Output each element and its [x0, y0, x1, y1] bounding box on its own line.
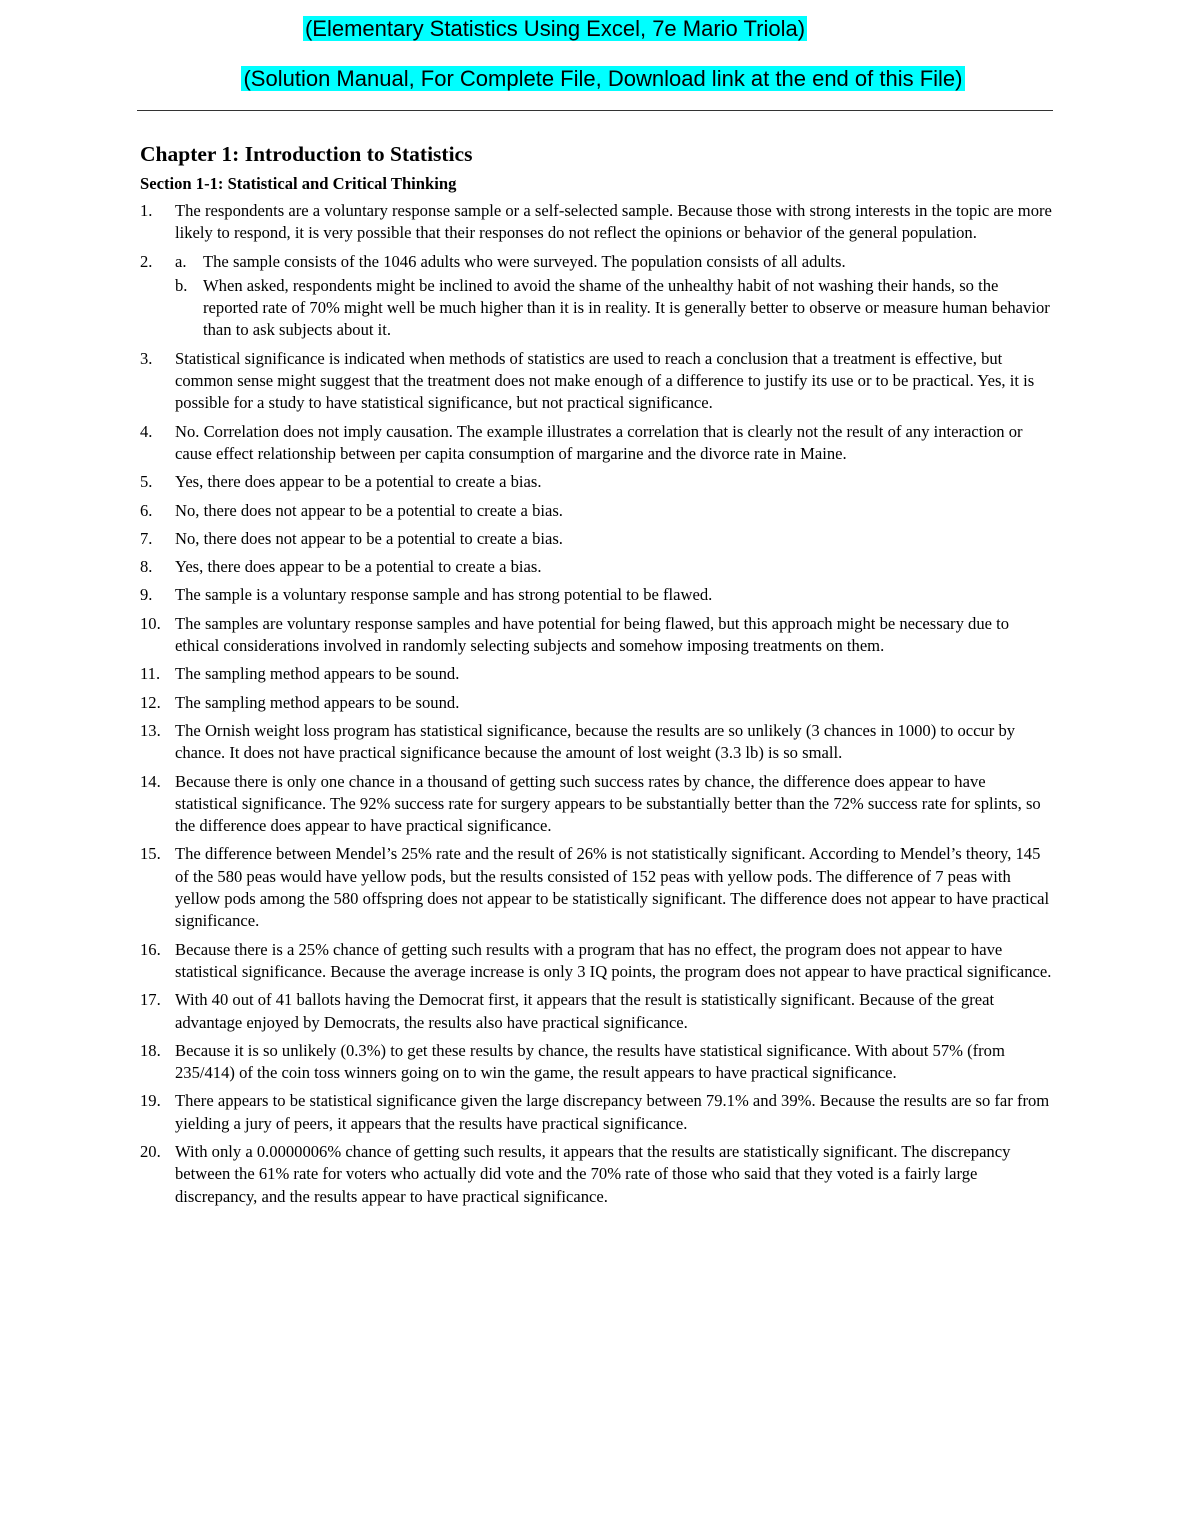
item-number: 14.: [140, 771, 161, 791]
item-number: 11.: [140, 664, 161, 684]
sub-answer: [175, 251, 1052, 273]
item-number: 4.: [140, 421, 153, 441]
answer-text: Yes, there does appear to be a potential to create a bias.: [175, 557, 542, 577]
answer-item: [140, 251, 1052, 342]
banner-download-text: (Solution Manual, For Complete File, Download link at the end of this File): [243, 66, 963, 91]
answer-item: [140, 1141, 1052, 1208]
answer-text: Because there is a 25% chance of getting such results with a program that has no effect, the program does not appear to have statistical significance. Because the average increase is only 3 IQ points, the program does not appear to have practical significance.: [175, 939, 1052, 981]
answer-item: [140, 471, 1052, 493]
answer-item: [140, 584, 1052, 606]
answer-text: Because there is only one chance in a thousand of getting such success rates by chance, the difference does appear to have statistical significance. The 92% success rate for surgery appears to be substantially better than the 72% success rate for splints, so the difference does appear to have practical significance.: [175, 771, 1041, 836]
answer-text: With only a 0.0000006% chance of getting such results, it appears that the results are statistically significant. The discrepancy between the 61% rate for voters who actually did vote and the 70% rate of those who said that they voted is a fairly large discrepancy, and the results appear to have practical significance.: [175, 1141, 1011, 1206]
item-number: 7.: [140, 528, 153, 548]
answer-text: The Ornish weight loss program has statistical significance, because the results are so unlikely (3 chances in 1000) to occur by chance. It does not have practical significance because the amount of lost weight (3.3 lb) is so small.: [175, 720, 1016, 763]
item-number: 10.: [140, 613, 161, 633]
answer-list: [140, 200, 1052, 1208]
answer-item: [140, 500, 1052, 522]
answer-item: [140, 613, 1052, 658]
sub-answer-text: The sample consists of the 1046 adults who were surveyed. The population consists of all adults.: [203, 251, 846, 271]
item-number: 9.: [140, 585, 153, 605]
answer-text: With 40 out of 41 ballots having the Democrat first, it appears that the result is statistically significant. Because of the great advantage enjoyed by Democrats, the results also have practical significance.: [175, 990, 995, 1032]
answer-item: [140, 663, 1052, 685]
answer-text: There appears to be statistical significance given the large discrepancy between 79.1% and 39%. Because the results are so far from yielding a jury of peers, it appears that the results have practical significance.: [175, 1091, 1050, 1133]
answer-text: The sampling method appears to be sound.: [175, 692, 460, 712]
item-number: 17.: [140, 990, 161, 1010]
header-divider: [137, 110, 1053, 111]
item-number: 13.: [140, 720, 161, 740]
answer-text: The difference between Mendel’s 25% rate and the result of 26% is not statistically significant. According to Mendel’s theory, 145 of the 580 peas would have yellow pods, but the results consisted of 152 peas with yellow pods. The difference of 7 peas with yellow pods among the 580 offspring does not appear to be statistically significant. The difference does not appear to have practical significance.: [175, 844, 1050, 931]
answer-text: The samples are voluntary response samples and have potential for being flawed, but this approach might be necessary due to ethical considerations involved in randomly selecting subjects and somehow imposing treatments on them.: [175, 613, 1010, 656]
item-number: 20.: [140, 1141, 161, 1161]
banner-title-line: [0, 16, 1150, 42]
answer-text: The sampling method appears to be sound.: [175, 664, 460, 684]
answer-text: The respondents are a voluntary response sample or a self-selected sample. Because those with strong interests in the topic are more likely to respond, it is very possible that their responses do not reflect the opinions or behavior of the general population.: [175, 201, 1052, 243]
answer-text: Statistical significance is indicated when methods of statistics are used to reach a conclusion that a treatment is effective, but common sense might suggest that the treatment does not make enough of a difference to justify its use or to be practical. Yes, it is possible for a study to have statistical significance, but not practical significance.: [175, 348, 1035, 413]
item-number: 16.: [140, 939, 161, 959]
answer-item: [140, 939, 1052, 984]
section-title: Section 1-1: Statistical and Critical Thinking: [140, 174, 457, 193]
answer-text: The sample is a voluntary response sample and has strong potential to be flawed.: [175, 585, 713, 605]
item-number: 19.: [140, 1091, 161, 1111]
answer-item: [140, 771, 1052, 838]
banner-title-text: (Elementary Statistics Using Excel, 7e Mario Triola): [304, 16, 806, 41]
answer-item: [140, 556, 1052, 578]
document-body: [140, 141, 1052, 1214]
answer-item: [140, 1040, 1052, 1085]
answer-item: [140, 843, 1052, 932]
sub-answer-letter: a.: [175, 251, 187, 271]
item-number: 2.: [140, 251, 153, 271]
item-number: 6.: [140, 500, 153, 520]
answer-text: Because it is so unlikely (0.3%) to get these results by chance, the results have statistical significance. With about 57% (from 235/414) of the coin toss winners going on to win the game, the result appears to have practical significance.: [175, 1040, 1005, 1083]
item-number: 18.: [140, 1040, 161, 1060]
item-number: 15.: [140, 844, 161, 864]
answer-item: [140, 200, 1052, 245]
banner-download-line: [8, 66, 1190, 92]
answer-item: [140, 1090, 1052, 1135]
sub-answer-text: When asked, respondents might be inclined to avoid the shame of the unhealthy habit of not washing their hands, so the reported rate of 70% might well be much higher than it is in reality. It is generally better to observe or measure human behavior than to ask subjects about it.: [203, 275, 1050, 340]
answer-item: [140, 989, 1052, 1034]
answer-item: [140, 720, 1052, 765]
answer-text: No, there does not appear to be a potential to create a bias.: [175, 528, 563, 548]
answer-text: Yes, there does appear to be a potential to create a bias.: [175, 472, 542, 492]
answer-item: [140, 348, 1052, 415]
answer-item: [140, 421, 1052, 466]
item-number: 5.: [140, 472, 153, 492]
item-number: 12.: [140, 692, 161, 712]
chapter-title: Chapter 1: Introduction to Statistics: [140, 142, 473, 166]
answer-text: No, there does not appear to be a potential to create a bias.: [175, 500, 563, 520]
item-number: 3.: [140, 348, 153, 368]
item-number: 1.: [140, 201, 153, 220]
answer-text: No. Correlation does not imply causation. The example illustrates a correlation that is clearly not the result of any interaction or cause effect relationship between per capita consumption of margarine and the divorce rate in Maine.: [175, 421, 1023, 463]
sub-answer-letter: b.: [175, 275, 188, 295]
answer-item: [140, 528, 1052, 550]
item-number: 8.: [140, 557, 153, 577]
answer-item: [140, 692, 1052, 714]
sub-answer: [175, 275, 1052, 342]
